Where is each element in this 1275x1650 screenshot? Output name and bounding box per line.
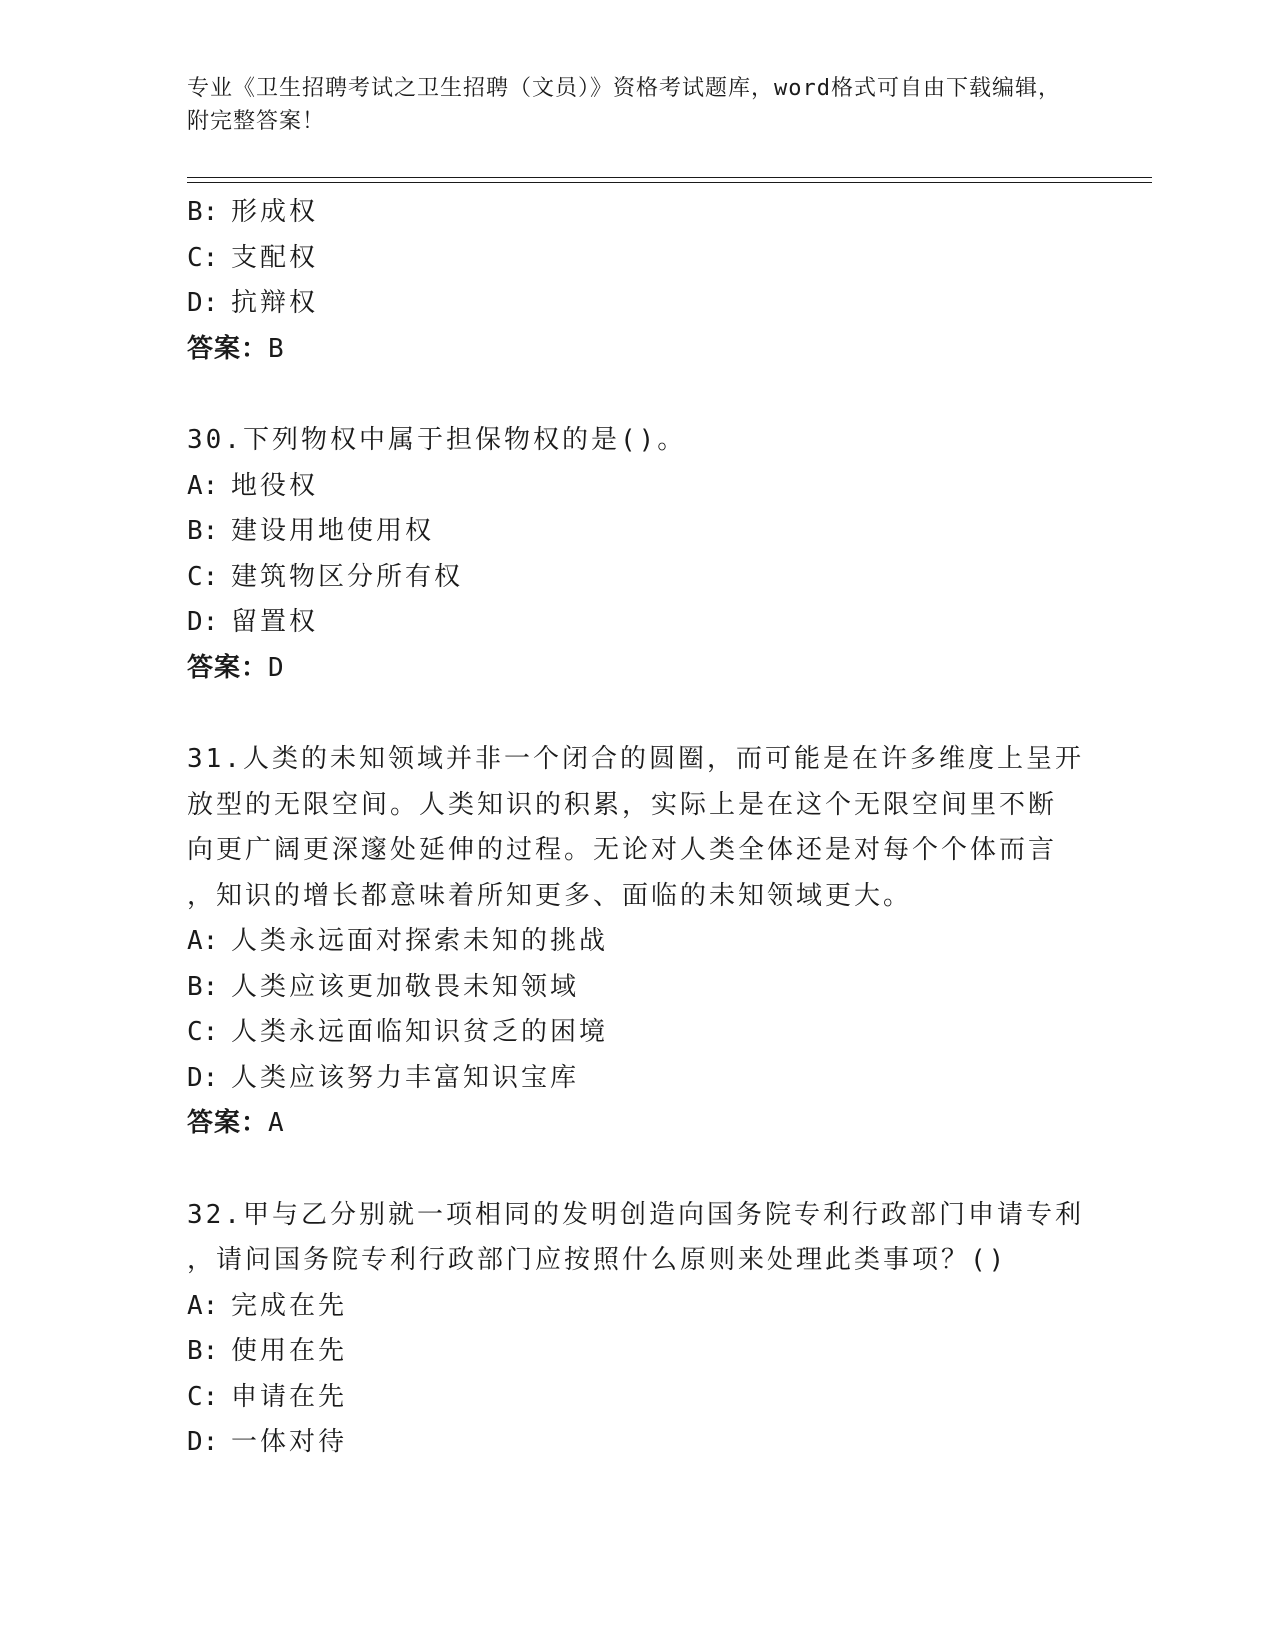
option-letter: C: <box>187 242 219 273</box>
page-header: 专业《卫生招聘考试之卫生招聘（文员）》资格考试题库，word格式可自由下载编辑，附完整答案！ <box>187 76 1061 134</box>
option-a <box>187 919 1087 965</box>
answer-label: 答案： <box>187 652 269 683</box>
question-stem-line: 31.人类的未知领域并非一个闭合的圆圈，而可能是在许多维度上呈开 <box>187 744 1084 774</box>
question-stem-line: 放型的无限空间。人类知识的积累，实际上是在这个无限空间里不断 <box>187 789 1058 820</box>
option-d <box>187 1420 1087 1466</box>
option-letter: D: <box>187 1427 219 1457</box>
option-text: 建筑物区分所有权 <box>231 561 464 592</box>
option-b <box>187 1329 1087 1375</box>
option-text: 人类应该更加敬畏未知领域 <box>231 971 580 1002</box>
option-letter: C: <box>187 561 219 592</box>
question-stem: 30.下列物权中属于担保物权的是()。 <box>187 425 687 455</box>
question-stem-line: 32.甲与乙分别就一项相同的发明创造向国务院专利行政部门申请专利 <box>187 1199 1084 1230</box>
question-31 <box>187 737 1087 1147</box>
option-d <box>187 281 1087 327</box>
option-text: 形成权 <box>231 197 319 227</box>
answer-line <box>187 327 1087 373</box>
option-text: 建设用地使用权 <box>231 516 435 546</box>
option-text: 申请在先 <box>231 1381 348 1412</box>
answer-value: D <box>268 652 285 683</box>
option-a <box>187 1284 1087 1330</box>
option-letter: B: <box>187 1336 219 1366</box>
option-b <box>187 509 1087 555</box>
option-letter: D: <box>187 607 219 637</box>
header-rule-bottom <box>187 182 1152 183</box>
option-text: 一体对待 <box>231 1427 348 1457</box>
question-stem-line: ，知识的增长都意味着所知更多、面临的未知领域更大。 <box>187 880 913 911</box>
question-content <box>187 190 1087 1466</box>
option-c <box>187 1010 1087 1056</box>
option-letter: C: <box>187 1381 219 1412</box>
option-b <box>187 965 1087 1011</box>
option-text: 人类应该努力丰富知识宝库 <box>231 1062 580 1093</box>
answer-label: 答案： <box>187 333 269 364</box>
option-letter: B: <box>187 197 219 227</box>
question-stem-line: ，请问国务院专利行政部门应按照什么原则来处理此类事项？() <box>187 1245 1008 1275</box>
option-b <box>187 190 1087 236</box>
answer-value: B <box>268 333 285 364</box>
option-a <box>187 464 1087 510</box>
option-c <box>187 555 1087 601</box>
option-letter: B: <box>187 971 219 1002</box>
answer-value: A <box>268 1108 285 1138</box>
option-text: 支配权 <box>231 242 319 273</box>
option-text: 抗辩权 <box>231 288 319 318</box>
question-stem-line: 向更广阔更深邃处延伸的过程。无论对人类全体还是对每个个体而言 <box>187 835 1058 865</box>
answer-line <box>187 1101 1087 1147</box>
option-d <box>187 1056 1087 1102</box>
option-letter: A: <box>187 1290 219 1321</box>
option-letter: A: <box>187 926 219 956</box>
answer-line <box>187 646 1087 692</box>
option-text: 使用在先 <box>231 1336 348 1366</box>
option-c <box>187 236 1087 282</box>
option-text: 人类永远面对探索未知的挑战 <box>231 926 609 956</box>
question-29-fragment <box>187 190 1087 372</box>
option-d <box>187 600 1087 646</box>
question-30 <box>187 418 1087 691</box>
option-c <box>187 1375 1087 1421</box>
option-text: 人类永远面临知识贫乏的困境 <box>231 1017 609 1047</box>
option-letter: D: <box>187 1062 219 1093</box>
option-letter: B: <box>187 516 219 546</box>
option-text: 完成在先 <box>231 1290 348 1321</box>
option-letter: C: <box>187 1017 219 1047</box>
option-letter: D: <box>187 288 219 318</box>
header-rule-top <box>187 177 1152 178</box>
option-text: 地役权 <box>231 470 319 501</box>
answer-label: 答案： <box>187 1108 269 1138</box>
option-text: 留置权 <box>231 607 319 637</box>
question-32 <box>187 1193 1087 1466</box>
option-letter: A: <box>187 470 219 501</box>
